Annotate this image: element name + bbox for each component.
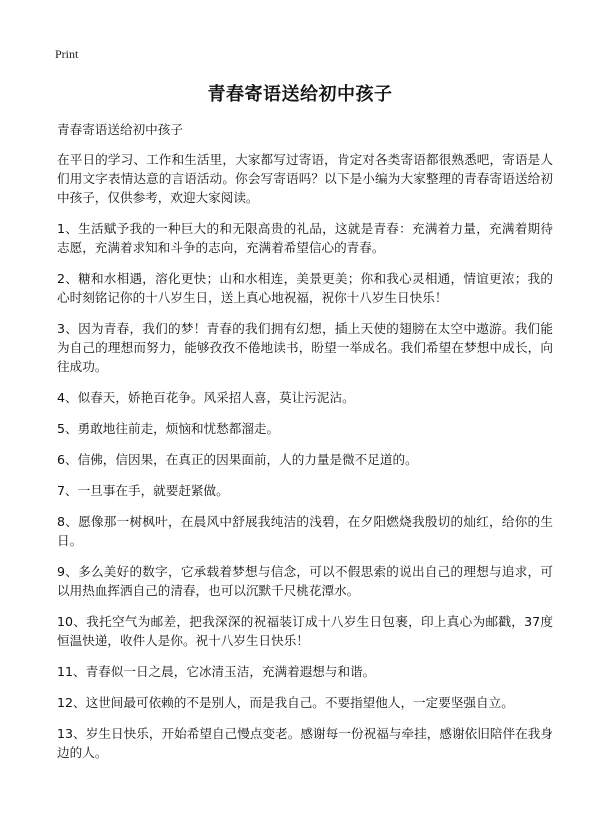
list-item: 3、因为青春，我们的梦！青春的我们拥有幻想，插上天使的翅膀在太空中遨游。我们能为自己的理想而努力，能够孜孜不倦地读书，盼望一举成名。我们希望在梦想中成长，向往成功。 (57, 321, 553, 374)
intro-paragraph: 在平日的学习、工作和生活里，大家都写过寄语，肯定对各类寄语都很熟悉吧，寄语是人们用文字表情达意的言语活动。你会写寄语吗？以下是小编为大家整理的青春寄语送给初中孩子，仅供参考，欢迎大家阅读。 (57, 152, 553, 205)
list-item: 2、糖和水相遇，溶化更快；山和水相连，美景更美；你和我心灵相通，情谊更浓；我的心时刻铭记你的十八岁生日，送上真心地祝福，祝你十八岁生日快乐！ (57, 271, 553, 305)
list-item: 5、勇敢地往前走，烦恼和忧愁都溜走。 (57, 421, 280, 436)
list-item: 6、信佛，信因果，在真正的因果面前，人的力量是微不足道的。 (57, 452, 418, 467)
article-body (57, 120, 553, 774)
article-subtitle: 青春寄语送给初中孩子 (57, 122, 183, 137)
list-item: 7、一旦事在手，就要赶紧做。 (57, 483, 229, 498)
list-item: 10、我托空气为邮差，把我深深的祝福装订成十八岁生日包裹，印上真心为邮戳，37度恒温快递，收件人是你。祝十八岁生日快乐！ (57, 614, 553, 648)
list-item: 13、岁生日快乐，开始希望自己慢点变老。感谢每一份祝福与牵挂，感谢依旧陪伴在我身边的人。 (57, 726, 553, 760)
list-item: 9、多么美好的数字，它承载着梦想与信念，可以不假思索的说出自己的理想与追求，可以用热血挥洒自己的清春，也可以沉默千尺桃花潭水。 (57, 564, 553, 598)
list-item: 1、生活赋予我的一种巨大的和无限高贵的礼品，这就是青春：充满着力量，充满着期待志愿，充满着求知和斗争的志向，充满着希望信心的青春。 (57, 221, 553, 255)
page-title: 青春寄语送给初中孩子 (207, 84, 393, 105)
list-item: 12、这世间最可依赖的不是别人，而是我自己。不要指望他人，一定要坚强自立。 (57, 695, 514, 710)
list-item: 8、愿像那一树枫叶，在晨风中舒展我纯洁的浅碧，在夕阳燃烧我殷切的灿红，给你的生日。 (57, 514, 553, 548)
list-item: 11、青春似一日之晨，它冰清玉洁，充满着遐想与和谐。 (57, 664, 376, 679)
print-link[interactable]: Print (55, 47, 79, 61)
list-item: 4、似春天，娇艳百花争。风采招人喜，莫让污泥沾。 (57, 390, 355, 405)
